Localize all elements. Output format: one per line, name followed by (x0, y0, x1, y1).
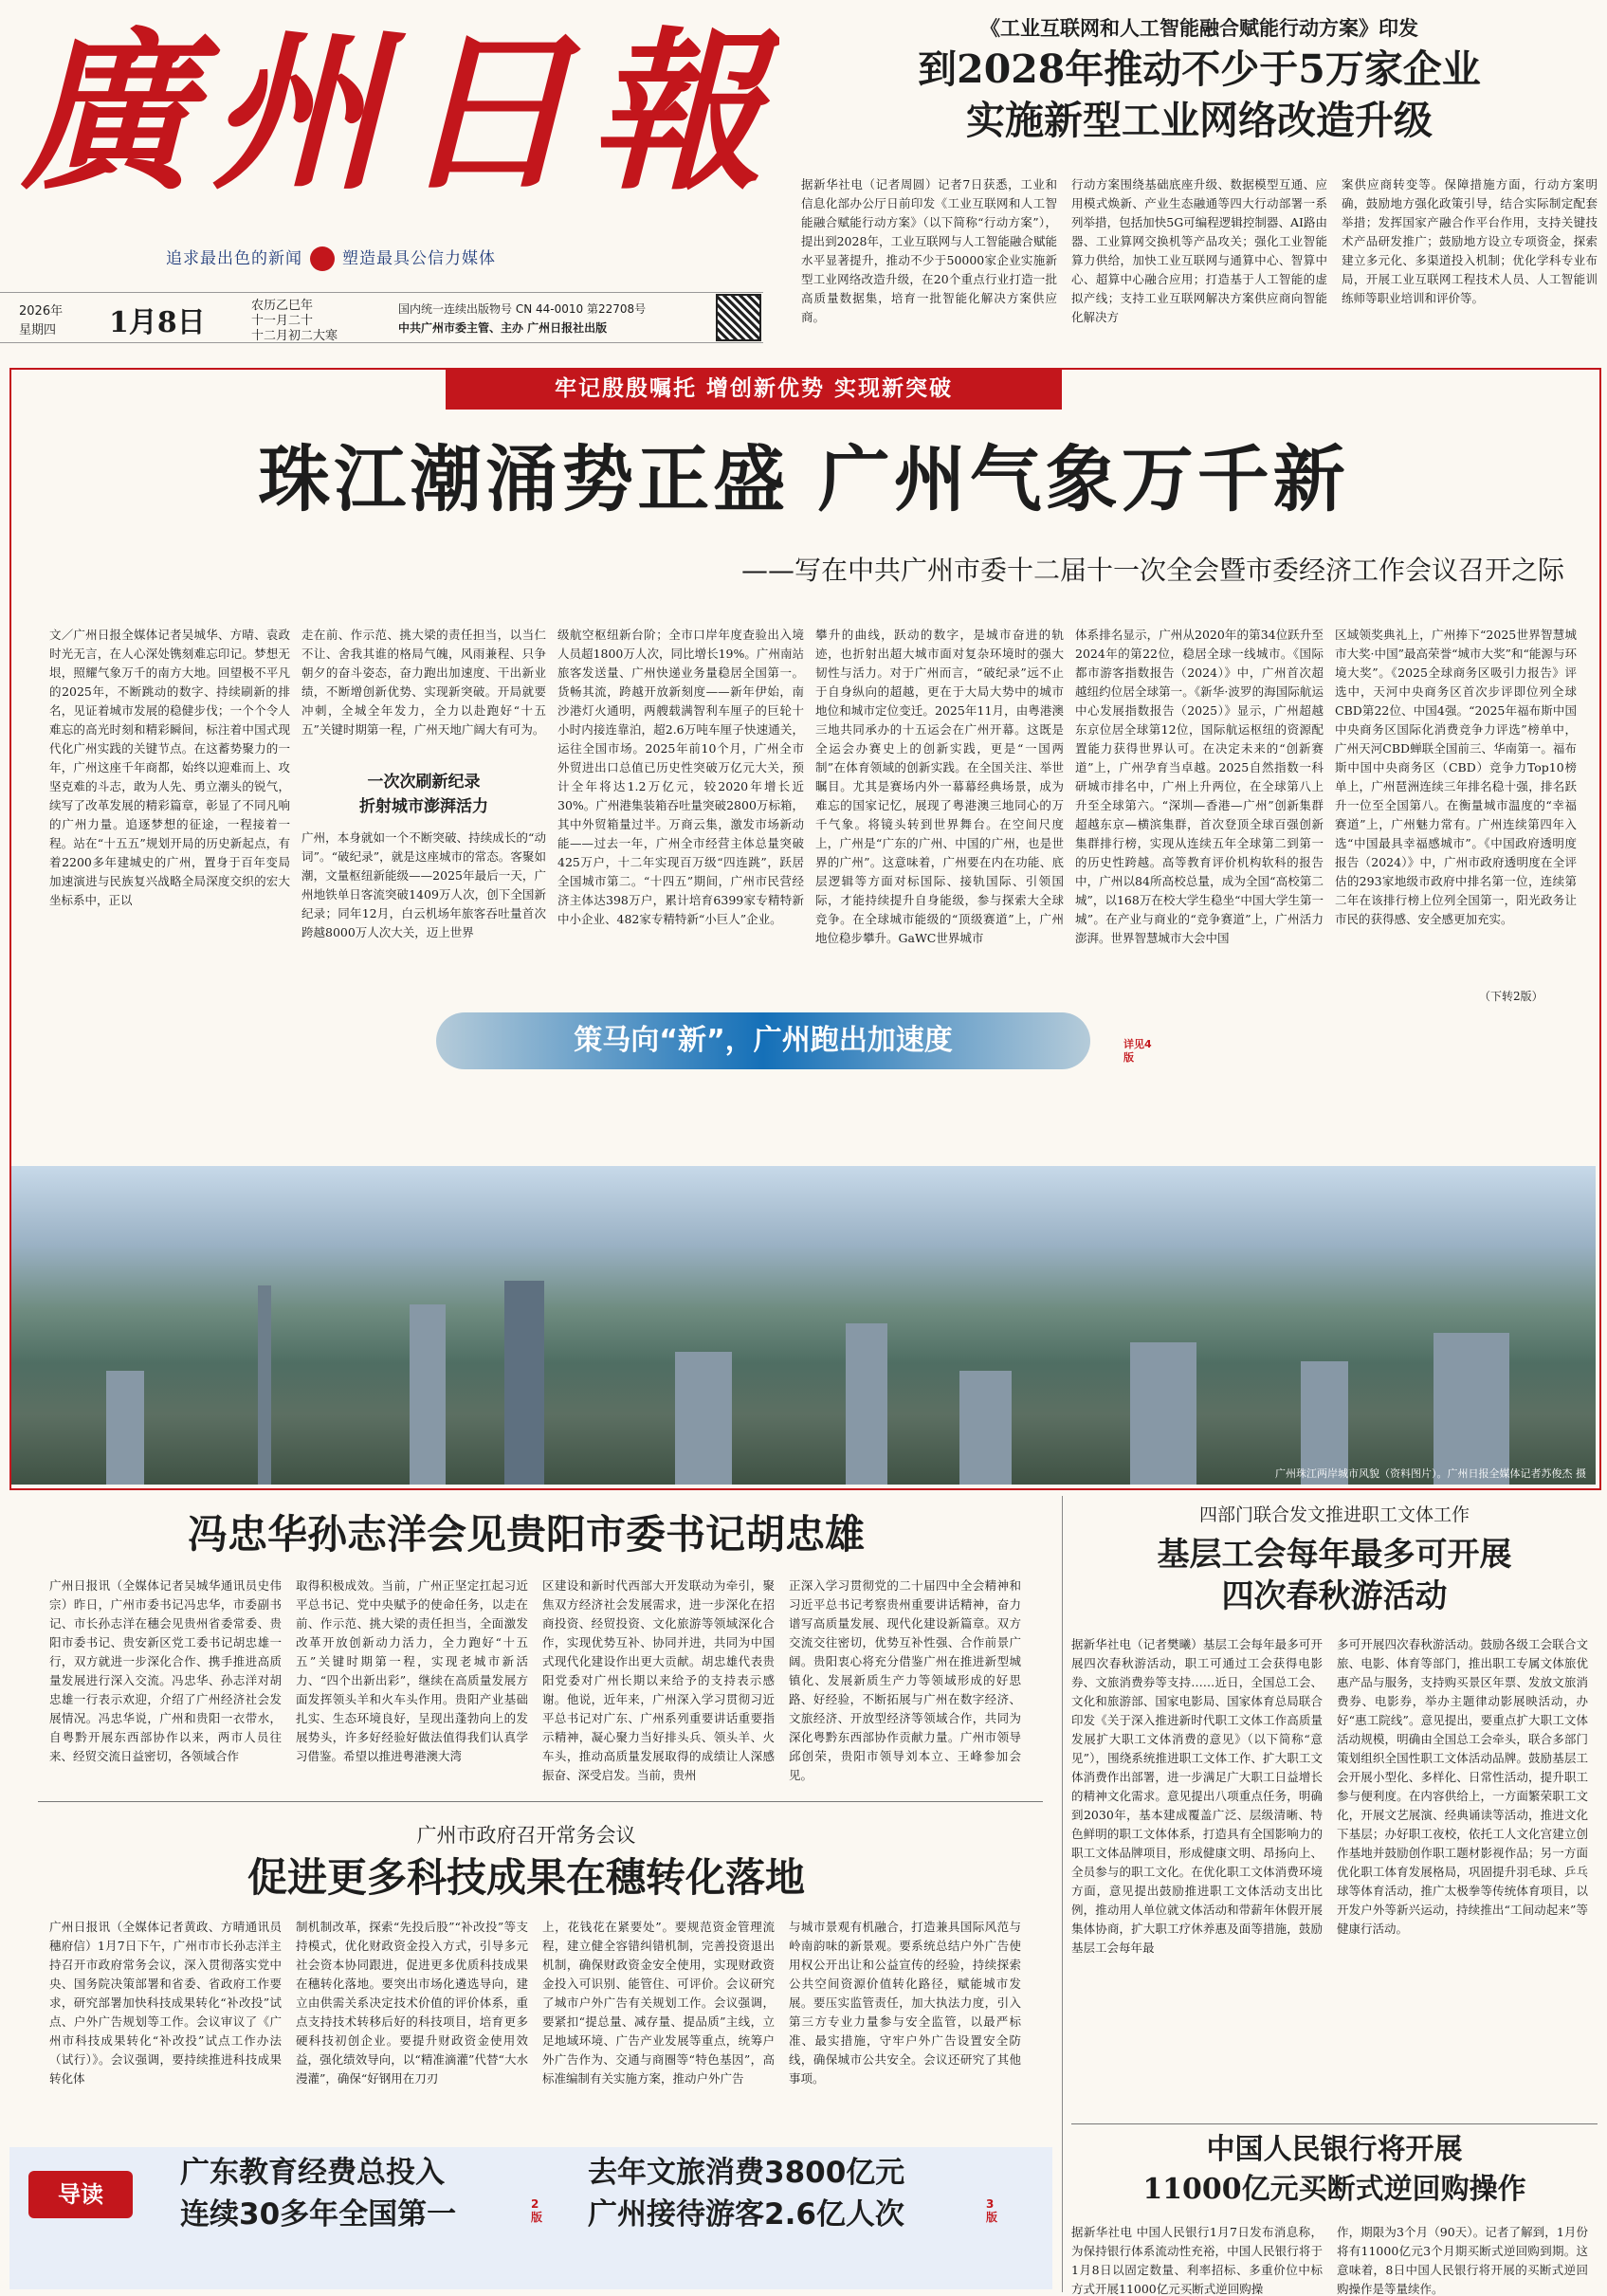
top-story-col-1: 据新华社电（记者周圆）记者7日获悉，工业和信息化部办公厅日前印发《工业互联网和人工智能融合赋能行动方案》（以下简称“行动方案”），提出到2028年，工业互联网与人工智能融合赋能水平显著提升，推动不少于50000家企业实施新型工业网络改造升级，在20个重点行业打造一批高质量数据集，培育一批智能化解决方案供应商。 (801, 177, 1057, 324)
promo-pill[interactable]: 策马向“新”，广州跑出加速度 (436, 1012, 1090, 1069)
guide-item-1[interactable] (180, 2152, 456, 2235)
top-story-headline-2: 实施新型工业网络改造升级 (966, 98, 1433, 143)
svg-text:廣州日報: 廣州日報 (21, 11, 779, 206)
meeting-col-2: 制机制改革，探索“先投后股”“补改投”等支持模式，优化财政资金投入方式，引导多元社会资本协同跟进，促进更多优质科技成果在穗转化落地。要突出市场化遴选导向，建立由供需关系决定技术价值的评价体系，重点支持技术转移后好的科技项目，培育更多硬科技初创企业。要提升财政资金使用效益，强化绩效导向，以“精准滴灌”代替“大水漫灌”，确保“好钢用在刀刃 (296, 1920, 528, 2086)
lead-col-2-subhead-2: 折射城市澎湃活力 (359, 797, 488, 816)
top-story-col-3: 案供应商转变等。保障措施方面，行动方案明确，鼓励地方强化政策引导，结合实际制定配套举措；发挥国家产融合作平台作用，支持关键技术产品研发推广；鼓励地方设立专项资金，探索建立多元化、多渠道投入机制；优化学科专业布局，开展工业互联网工程技术人员、人工智能训练师等职业培训和评价等。 (1342, 177, 1598, 305)
lead-col-5: 体系排名显示，广州从2020年的第34位跃升至2024年的第22位，稳居全球一线城市。《国际都市游客指数报告（2024）》中，广州首次超越纽约位居全球第一。《新华·波罗的海国际航运中心发展指数报告（2025）》显示，广州超越东京位居全球第12位，国际航运枢纽的资源配置能力获得世界认可。在决定未来的“创新赛道”上，广州孕育当卓越。2025自然指数一科研城市排名中，广州上升两位，在全球第八上升至全球第六。“深圳—香港—广州”创新集群超越东京—横滨集群，首次登顶全球百强创新集群排行榜，实现从连续五年全球第二到第一的历史性跨越。高等教育评价机构软科的报告中，广州以84所高校总量，成为全国“高校第二城”，以168万在校大学生稳坐“中国大学生第一城”。在产业与商业的“竞争赛道”上，广州活力澎湃。世界智慧城市大会中国 (1075, 628, 1324, 945)
city-panorama-photo (11, 1166, 1596, 1485)
top-story-col-2: 行动方案围绕基础底座升级、数据模型互通、应用模式焕新、产业生态融通等四大行动部署一系列举措，包括加快5G可编程逻辑控制器、AI路由器、工业算网交换机等产品攻关；强化工业智能算力供给，加快工业互联网与通算中心、智算中心、超算中心融合应用；打造基于人工智能的虚拟产线；支持工业互联网解决方案供应商向智能化解决方 (1071, 177, 1327, 324)
slogan-right: 塑造最具公信力媒体 (342, 249, 496, 268)
lunar-3: 十二月初二大寒 (251, 329, 338, 343)
pboc-col-2: 作，期限为3个月（90天）。记者了解到，1月份将有11000亿元3个月期买断式逆回购到期。这意味着，8日中国人民银行将开展的买断式逆回购操作是等量续作。 (1337, 2225, 1588, 2295)
union-col-2: 多可开展四次春秋游活动。鼓励各级工会联合文旅、电影、体育等部门，推出职工专属文体旅优惠产品与服务，支持购买景区年票、发放文旅消费券、电影券，举办主题律动影展映活动，办好“惠工院线”。意见提出，要重点扩大职工文体活动规模，明确由全国总工会牵头，联合多部门策划组织全国性职工文体活动品牌。鼓励基层工会开展小型化、多样化、日常性活动，提升职工参与便利度。在内容供给上，一方面繁荣职工文化，开展文艺展演、经典诵读等活动，推进文化下基层；办好职工夜校，依托工人文化宫建立创作基地并鼓励创作职工题材影视作品；另一方面优化职工体育发展格局，巩固提升羽毛球、乒乓球等体育活动，推广太极拳等传统体育项目，以开发户外等新兴运动，持续推出“工间动起来”等健康行活动。 (1337, 1637, 1588, 1936)
lead-col-2 (301, 626, 546, 1005)
union-headline-2: 四次春秋游活动 (1221, 1577, 1448, 1615)
lead-col-1: 文／广州日报全媒体记者吴城华、方晴、袁政 时光无言，在人心深处镌刻难忘印记。梦想无垠，照耀气象万千的南方大地。回望极不平凡的2025年，不断跳动的数字、持续刷新的排名，见证着城市发展的稳健步伐；一个个令人难忘的高光时刻和精彩瞬间，标注着中国式现代化广州实践的关键节点。在这蓄势聚力的一年，广州这座千年商都，始终以迎难而上、攻坚克难的斗志，敢为人先、勇立潮头的锐气，续写了改革发展的精彩篇章，彰显了不同凡响的广州力量。追逐梦想的征途，一程接着一程。站在“十五五”规划开局的历史新起点，有着2200多年建城史的广州，置身于百年变局加速演进与民族复兴战略全局深度交织的宏大坐标系中，正以 (49, 628, 290, 907)
lead-headline: 珠江潮涌势正盛 广州气象万千新 (258, 437, 1349, 521)
weekday: 星期四 (19, 323, 57, 337)
date: 1月8日 (109, 306, 206, 339)
meeting-col-3: 上，花钱花在紧要处”。要规范资金管理流程，建立健全容错纠错机制，完善投资退出机制，确保财政资金安全使用，实现财政资金投入可识别、能管住、可评价。会议研究了城市户外广告有关规划工作。会议强调，要紧扣“提总量、减存量、提品质”主线，立足地域环境、广告产业发展等重点，统筹户外广告作为、交通与商圈等“特色基因”，高标准编制有关实施方案，推动户外广告 (542, 1920, 775, 2086)
column-rule (1062, 1496, 1063, 2292)
year: 2026年 (19, 304, 64, 319)
slogan-left: 追求最出色的新闻 (166, 249, 302, 268)
lead-continued: （下转2版） (1479, 990, 1543, 1003)
meeting-headline: 促进更多科技成果在穗转化落地 (247, 1854, 805, 1901)
meeting-col-1: 广州日报讯（全媒体记者黄政、方晴通讯员穗府信）1月7日下午，广州市市长孙志洋主持召开市政府常务会议，深入贯彻落实党中央、国务院决策部署和省委、省政府工作要求，研究部署加快科技成果转化“补改投”试点、户外广告规划等工作。会议审议了《广州市科技成果转化“补改投”试点工作办法（试行）》。会议强调，要持续推进科技成果转化体 (49, 1920, 282, 2086)
guide-item-1-page: 2版 (531, 2197, 543, 2224)
lunar-2: 十一月二十 (251, 314, 314, 328)
feng-col-2: 取得积极成效。当前，广州正坚定扛起习近平总书记、党中央赋予的使命任务，以走在前、作示范、挑大梁的责任担当，全面激发改革开放创新动力活力，全力跑好“十五五”关键时期第一程，实现老城市新活力、“四个出新出彩”，继续在高质量发展方面发挥领头羊和火车头作用。贵阳产业基础扎实、生态环境良好，呈现出蓬勃向上的发展势头，许多好经验好做法值得我们认真学习借鉴。希望以推进粤港澳大湾 (296, 1578, 528, 1763)
lead-col-6: 区域领奖典礼上，广州捧下“2025世界智慧城市大奖·中国”最高荣誉“城市大奖”和“能源与环境大奖”。《2025全球商务区吸引力报告》评选中，天河中央商务区首次步评即位列全球CBD第22位、中国4强。“2025年福布斯中国中央商务区国际化消费竞争力评选”榜单中，广州天河CBD蝉联全国前三、华南第一。福布斯中国中央商务区（CBD）竞争力Top10榜单上，广州琶洲连续三年排名稳十强，排名跃升一位至全国第八。在衡量城市温度的“幸福赛道”上，广州魅力常有。广州连续第四年入选“中国最具幸福感城市”。《中国政府透明度报告（2024）》中，广州市政府透明度在全评估的293家地级市政府中排名第一位，连续第二年在该排行榜上位列全国第一，阳光政务让市民的获得感、安全感更加充实。 (1335, 628, 1577, 926)
union-kicker: 四部门联合发文推进职工文体工作 (1198, 1504, 1470, 1525)
meeting-col-4: 与城市景观有机融合，打造兼具国际风范与岭南韵味的新景观。要系统总结户外广告使用权公开出让和公益宣传的经验，持续探索公共空间资源价值转化路径，赋能城市发展。要压实监管责任，加大执法力度，引入第三方专业力量参与安全监管，以最严标准、最实措施，守牢户外广告设置安全防线，确保城市公共安全。会议还研究了其他事项。 (789, 1920, 1021, 2086)
feng-col-3: 区建设和新时代西部大开发联动为牵引，聚焦双方经济社会发展需求，进一步深化在招商投资、经贸投资、文化旅游等领域深化合作，实现优势互补、协同并进，共同为中国式现代化建设作出更大贡献。胡忠雄代表贵阳党委对广州长期以来给予的支持表示感谢。他说，近年来，广州深入学习贯彻习近平总书记对广东、广州系列重要讲话重要指示精神，凝心聚力当好排头兵、领头羊、火车头，推动高质量发展取得的成绩让人深感振奋、深受启发。当前，贵州 (542, 1578, 775, 1782)
guide-icon: 导读 (28, 2171, 133, 2218)
lead-subhead: ——写在中共广州市委十二届十一次全会暨市委经济工作会议召开之际 (740, 555, 1564, 586)
lead-col-3: 级航空枢纽新台阶；全市口岸年度查验出入境人员超1800万人次，同比增长19%。广州南站旅客发送量、广州快递业务量稳居全国第一。货畅其流，跨越开放新刻度——新年伊始，南沙港灯火通明，两艘载满智利车厘子的巨轮十小时内接连靠泊，超2.6万吨车厘子快速通关，运往全国市场。2025年前10个月，广州全市外贸进出口总值已历史性突破万亿元大关，预计全年将达1.2万亿元，较2020年增长近30%。广州港集装箱吞吐量突破2800万标箱，其中外贸箱量过半。万商云集，激发市场新动能——过去一年，广州全市经营主体总量突破425万户，十二年实现百万级“四连跳”，跃居全国城市第二。“十四五”期间，广州市民营经济主体达398万户，累计培育6399家专精特新中小企业、482家专精特新“小巨人”企业。 (557, 628, 804, 926)
photo-caption: 广州珠江两岸城市风貌（资料图片）。广州日报全媒体记者苏俊杰 摄 (1275, 1467, 1586, 1480)
pboc-col-1: 据新华社电 中国人民银行1月7日发布消息称，为保持银行体系流动性充裕，中国人民银行将于1月8日以固定数量、利率招标、多重价位中标方式开展11000亿元买断式逆回购操 (1071, 2225, 1323, 2295)
lead-col-4: 攀升的曲线，跃动的数字，是城市奋进的轨迹，也折射出超大城市面对复杂环境时的强大韧性与活力。对于广州而言，“破纪录”远不止于自身纵向的超越，更在于大局大势中的城市地位和城市定位变迁。2025年11月，由粤港澳三地共同承办的十五运会在广州开幕。这既是全运会办赛史上的创新实践，更是“一国两制”在体育领域的创新实践。在全国关注、举世瞩目。尤其是赛场内外一幕幕经典场景，成为难忘的国家记忆，展现了粤港澳三地同心的万千气象。将镜头转到世界舞台。在空间尺度上，广州是“广东的广州、中国的广州，也是世界的广州”。这意味着，广州要在内在功能、底层逻辑等方面对标国际、接轨国际、引领国际，才能持续提升自身能级，参与探索大全球竞争。在全球城市能级的“顶级赛道”上，广州地位稳步攀升。GaWC世界城市 (815, 628, 1064, 945)
guide-item-2-line-2: 广州接待游客2.6亿人次 (588, 2197, 904, 2232)
lead-col-2-text-a: 走在前、作示范、挑大梁的责任担当，以当仁不让、舍我其谁的格局气魄，风雨兼程、只争朝夕的奋斗姿态，奋力跑出加速度、干出新业绩，不断增创新优势、实现新突破。开局就要冲刺，全城全年发力，全力以赴跑好“十五五”关键时期第一程，广州天地广阔大有可为。 (301, 628, 546, 737)
feng-col-4: 正深入学习贯彻党的二十届四中全会精神和习近平总书记考察贵州重要讲话精神，奋力谱写高质量发展、现代化建设新篇章。双方交流交往密切，优势互补性强、合作前景广阔。贵阳衷心将充分借鉴广州在推进新型城镇化、发展新质生产力等领域形成的好思路、好经验，不断拓展与广州在数字经济、文旅经济、开放型经济等领域合作，共同为深化粤黔东西部协作贡献力量。广州市领导邱创荣，贵阳市领导刘本立、王峰参加会见。 (789, 1578, 1021, 1782)
guide-item-2-line-1: 去年文旅消费3800亿元 (588, 2156, 905, 2190)
guide-item-1-line-2: 连续30多年全国第一 (180, 2197, 457, 2232)
feng-col-1: 广州日报讯（全媒体记者吴城华通讯员史伟宗）昨日，广州市委书记冯忠华，市委副书记、市长孙志洋在穗会见贵州省委常委、贵阳市委书记、贵安新区党工委书记胡忠雄一行，双方就进一步深化合作、携手推进高质量发展进行深入交流。冯忠华、孙志洋对胡忠雄一行表示欢迎，介绍了广州经济社会发展情况。冯忠华说，广州和贵阳一衣带水，自粤黔开展东西部协作以来，两市人员往来、经贸交流日益密切，各领域合作 (49, 1578, 282, 1763)
pboc-headline-1: 中国人民银行将开展 (1206, 2133, 1463, 2166)
guide-item-2[interactable] (588, 2152, 904, 2235)
publication-number: 国内统一连续出版物号 CN 44-0010 第22708号 (398, 302, 647, 316)
divider (1071, 2123, 1598, 2124)
guide-item-1-line-1: 广东教育经费总投入 (180, 2156, 445, 2190)
promo-ref: 详见4版 (1123, 1038, 1152, 1064)
union-headline-1: 基层工会每年最多可开展 (1157, 1536, 1512, 1574)
top-story-kicker: 《工业互联网和人工智能融合赋能行动方案》印发 (980, 17, 1418, 40)
lead-banner: 牢记殷殷嘱托 增创新优势 实现新突破 (446, 368, 1062, 410)
sponsor: 中共广州市委主管、主办 广州日报社出版 (398, 321, 608, 335)
dateline (0, 292, 763, 343)
qr-code-icon[interactable] (716, 294, 761, 341)
lead-col-2-subhead-1: 一次次刷新纪录 (367, 773, 481, 792)
divider (38, 1801, 1043, 1802)
top-story-headline-1: 到2028年推动不少于5万家企业 (918, 46, 1481, 92)
guide-item-2-page: 3版 (986, 2197, 998, 2224)
logo-mark-icon (310, 246, 335, 271)
masthead-slogan (166, 245, 496, 271)
feng-headline: 冯忠华孙志洋会见贵阳市委书记胡忠雄 (187, 1511, 865, 1558)
masthead-logo (21, 11, 779, 206)
lead-col-2-text-b: 广州，本身就如一个不断突破、持续成长的“动词”。“破纪录”，就是这座城市的常态。客聚如潮，文量枢纽新能级——2025年最后一天，广州地铁单日客流突破1409万人次，创下全国新纪录；同年12月，白云机场年旅客吞吐量首次跨越8000万人次大关，迈上世界 (301, 830, 546, 939)
union-col-1: 据新华社电（记者樊曦）基层工会每年最多可开展四次春秋游活动，职工可通过工会获得电影券、文旅消费券等支持……近日，全国总工会、文化和旅游部、国家电影局、国家体育总局联合印发《关于深入推进新时代职工文体工作高质量发展扩大职工文体消费的意见》（以下简称“意见”），围绕系统推进职工文体工作、扩大职工文体消费作出部署，进一步满足广大职工日益增长的精神文化需求。意见提出八项重点任务，明确到2030年，基本建成覆盖广泛、层级清晰、特色鲜明的职工文体体系，打造具有全国影响力的职工文体品牌项目，形成健康文明、昂扬向上、全员参与的职工文化。在优化职工文体消费环境方面，意见提出鼓励推进职工文体活动支出比例，推动用人单位就文体活动和带薪年休假开展集体协商，扩大职工疗休养惠及面等措施，鼓励基层工会每年最 (1071, 1637, 1323, 1955)
lunar-1: 农历乙巳年 (251, 299, 314, 313)
meeting-kicker: 广州市政府召开常务会议 (416, 1824, 636, 1847)
pboc-headline-2: 11000亿元买断式逆回购操作 (1142, 2173, 1526, 2206)
